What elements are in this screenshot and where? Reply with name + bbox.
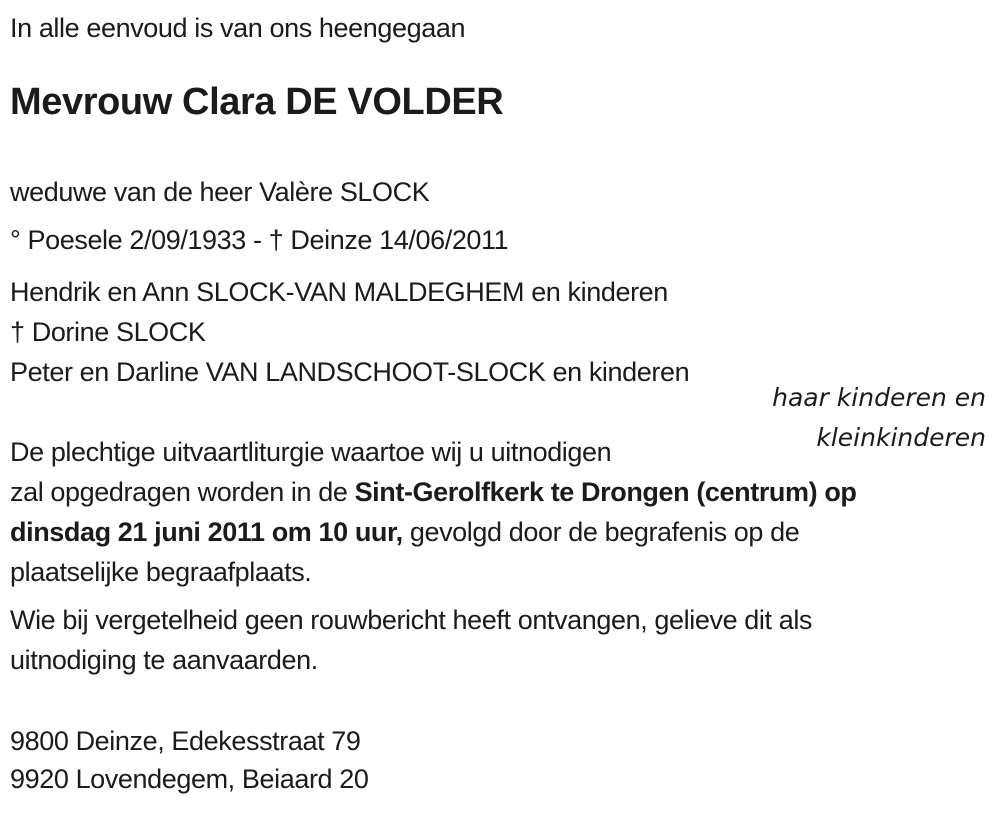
service-line-3 [10,512,857,552]
service-line-3-bold: dinsdag 21 juni 2011 om 10 uur, [10,517,403,547]
address-block [10,722,369,798]
family-line-hendrik: Hendrik en Ann SLOCK-VAN MALDEGHEM en kinderen [10,277,668,307]
service-line-2-normal: zal opgedragen worden in de [10,477,355,507]
relation-line: weduwe van de heer Valère SLOCK [10,177,430,207]
service-line-1-text: De plechtige uitvaartliturgie waartoe wij u uitnodigen [10,437,612,467]
service-line-2-bold: Sint-Gerolfkerk te Drongen (centrum) op [354,477,857,507]
notice-paragraph [10,600,812,680]
service-line-1 [10,432,857,472]
service-paragraph [10,432,857,592]
intro-line: In alle eenvoud is van ons heengegaan [10,13,466,43]
notice-line-1: Wie bij vergetelheid geen rouwbericht heeft ontvangen, gelieve dit als [10,605,813,635]
service-line-2 [10,472,857,512]
service-line-3-normal: gevolgd door de begrafenis op de [402,517,800,547]
signature-line-2: kleinkinderen [816,423,986,452]
family-line-dorine: † Dorine SLOCK [10,317,206,347]
signature-line-1: haar kinderen en [772,383,986,412]
service-line-4 [10,552,857,592]
address-line-deinze: 9800 Deinze, Edekesstraat 79 [10,726,361,756]
deceased-name: Mevrouw Clara DE VOLDER [10,81,504,123]
notice-line-2: uitnodiging te aanvaarden. [10,645,318,675]
life-dates: ° Poesele 2/09/1933 - † Deinze 14/06/2011 [10,225,509,255]
service-line-4-text: plaatselijke begraafplaats. [10,557,312,587]
family-line-peter: Peter en Darline VAN LANDSCHOOT-SLOCK en kinderen [10,357,690,387]
family-block [10,272,689,392]
address-line-lovendegem: 9920 Lovendegem, Beiaard 20 [10,764,369,794]
